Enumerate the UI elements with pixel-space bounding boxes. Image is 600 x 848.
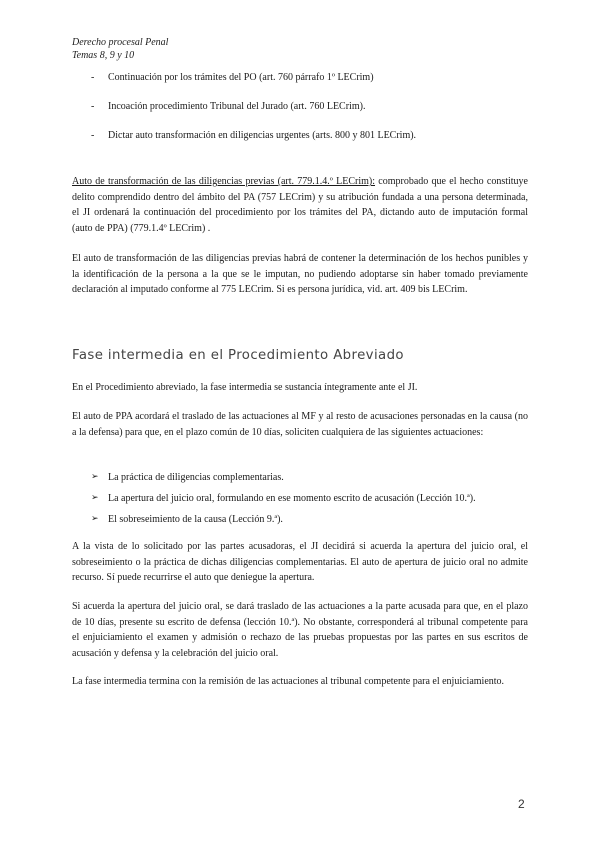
dash-list: [91, 71, 531, 158]
paragraph-apertura: Si acuerda la apertura del juicio oral, se dará traslado de las actuaciones a la parte acusada para que, en el plazo de 10 días, presente su escrito de defensa (lección 10.ª). No obstante, corresponderá al tribunal competente para el enjuiciamiento el examen y admisión o rechazo de las pruebas propuestas por las partes en sus escritos de acusación y defensa y la celebración del juicio oral.: [72, 601, 528, 659]
list-item-text: Dictar auto transformación en diligencias urgentes (arts. 800 y 801 LECrim).: [108, 130, 417, 141]
list-item: [91, 471, 531, 492]
arrow-bullet-icon: ➢: [91, 514, 99, 524]
header-title: Derecho procesal Penal: [72, 37, 169, 48]
dash-marker: -: [91, 101, 95, 112]
list-item: [91, 71, 531, 100]
running-header: [72, 36, 168, 62]
paragraph-text: comprobado que el hecho constituye delito comprendido dentro del ámbito del PA (757 LECrim) y su atribución fundada a una persona determinada, el JI ordenará la continuación del procedimiento por los trámites del PA, dictando auto de imputación formal (auto de PPA) (779.1.4º LECrim) .: [72, 176, 528, 234]
paragraph-ppa: El auto de PPA acordará el traslado de las actuaciones al MF y al resto de acusaciones personadas en la causa (no a la defensa) para que, en el plazo común de 10 días, soliciten cualquiera de las siguientes actuaciones:: [72, 411, 528, 438]
list-item: [91, 100, 531, 129]
section-heading: Fase intermedia en el Procedimiento Abreviado: [72, 348, 404, 363]
paragraph-vista: A la vista de lo solicitado por las partes acusadoras, el JI decidirá si acuerda la apertura del juicio oral, el sobreseimiento o la práctica de dichas diligencias complementarias. El auto de apertura de juicio oral no admite recurso. Sí puede recurrirse el auto que deniegue la apertura.: [72, 541, 528, 584]
paragraph-intro: En el Procedimiento abreviado, la fase intermedia se sustancia íntegramente ante el JI.: [72, 382, 418, 393]
list-item: [91, 492, 531, 513]
paragraph-auto-contenido: El auto de transformación de las diligencias previas habrá de contener la determinación de los hechos punibles y la identificación de la persona a la que se le imputan, no pudiendo adoptarse sin haber tomado previamente declaración al imputado conforme al 775 LECrim. Si es persona jurídica, vid. art. 409 bis LECrim.: [72, 253, 528, 296]
arrow-bullet-icon: ➢: [91, 493, 99, 503]
page-number: 2: [518, 797, 525, 811]
list-item-text: El sobreseimiento de la causa (Lección 9.ª).: [108, 514, 283, 525]
arrow-list: [91, 471, 531, 534]
list-item-text: La práctica de diligencias complementarias.: [108, 472, 284, 483]
dash-marker: -: [91, 130, 95, 141]
arrow-bullet-icon: ➢: [91, 472, 99, 482]
dash-marker: -: [91, 72, 95, 83]
list-item: [91, 513, 531, 534]
list-item-text: Continuación por los trámites del PO (art. 760 párrafo 1º LECrim): [108, 72, 374, 83]
list-item: [91, 129, 531, 158]
header-subtitle: Temas 8, 9 y 10: [72, 50, 135, 61]
paragraph-auto-transformacion: [72, 174, 528, 236]
list-item-text: La apertura del juicio oral, formulando en ese momento escrito de acusación (Lección 10.ª).: [108, 493, 476, 504]
list-item-text: Incoación procedimiento Tribunal del Jurado (art. 760 LECrim).: [108, 101, 366, 112]
paragraph-final: La fase intermedia termina con la remisión de las actuaciones al tribunal competente para el enjuiciamiento.: [72, 676, 505, 687]
underlined-term: Auto de transformación de las diligencias previas (art. 779.1.4.º LECrim):: [72, 176, 376, 187]
